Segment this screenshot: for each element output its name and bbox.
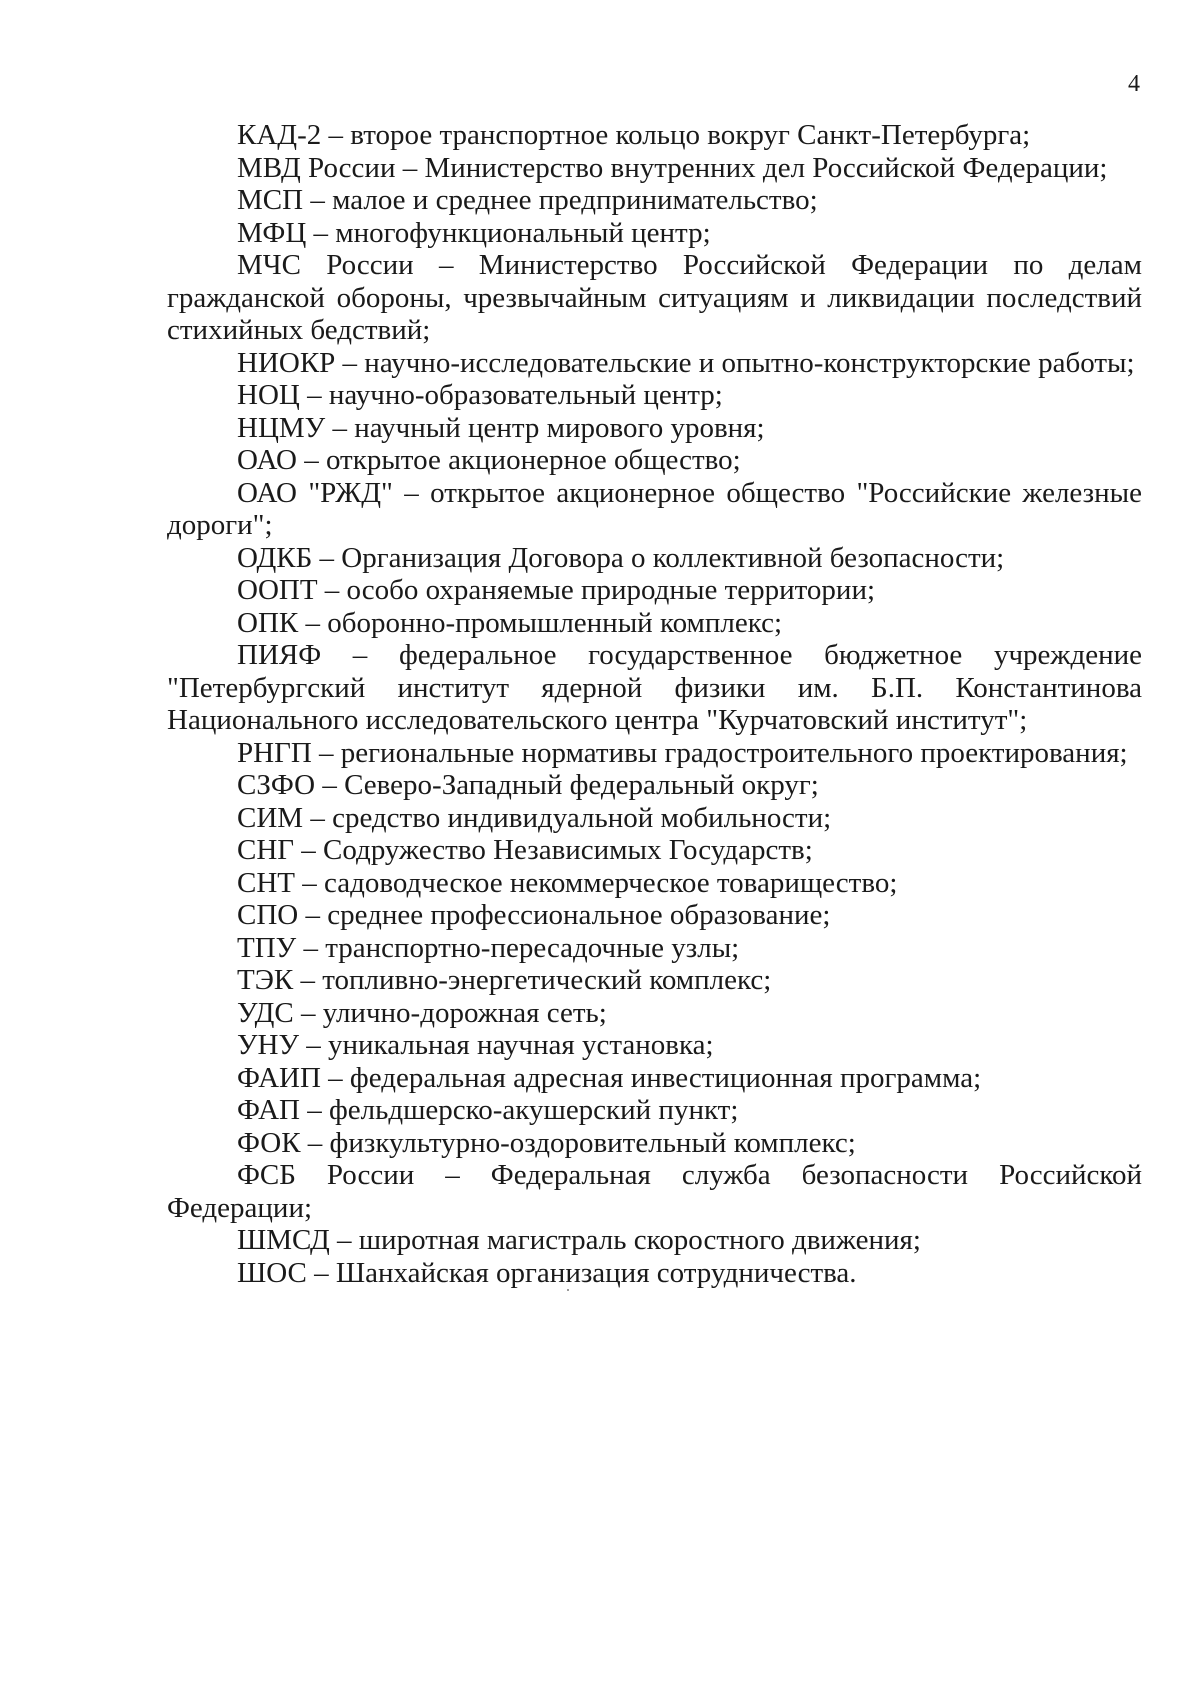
abbreviation-entry: НОЦ – научно-образовательный центр; [237,379,723,411]
abbreviation-entry: ОАО – открытое акционерное общество; [237,444,741,476]
abbreviation-entry: ШОС – Шанхайская организация сотрудничества. [237,1256,857,1289]
abbreviation-entry: ОАО "РЖД" – открытое акционерное общество "Российские железные дороги"; [167,476,1142,541]
abbreviation-entry: ТПУ – транспортно-пересадочные узлы; [237,931,740,964]
abbreviation-entry: СИМ – средство индивидуальной мобильности; [237,801,832,834]
abbreviation-entry: СПО – среднее профессиональное образование; [237,899,831,931]
abbreviation-entry: СНГ – Содружество Независимых Государств; [237,834,813,866]
abbreviation-entry: МФЦ – многофункциональный центр; [237,216,711,249]
abbreviation-entry: НЦМУ – научный центр мирового уровня; [237,411,765,444]
abbreviation-entry: ШМСД – широтная магистраль скоростного движения; [237,1224,921,1256]
abbreviation-entry: СНТ – садоводческое некоммерческое товарищество; [237,866,898,899]
abbreviation-entry: МСП – малое и среднее предпринимательство; [237,184,818,216]
page-number: 4 [1128,71,1140,97]
abbreviation-entry: ФАИП – федеральная адресная инвестиционная программа; [237,1061,982,1094]
abbreviation-entry: УДС – улично-дорожная сеть; [237,996,607,1029]
abbreviation-entry: ФАП – фельдшерско-акушерский пункт; [237,1094,739,1126]
abbreviation-entry: КАД-2 – второе транспортное кольцо вокруг Санкт-Петербурга; [237,119,1031,151]
abbreviation-entry: ФОК – физкультурно-оздоровительный комплекс; [237,1126,856,1159]
abbreviation-entry: УНУ – уникальная научная установка; [237,1029,714,1061]
abbreviation-entry: ООПТ – особо охраняемые природные территории; [237,574,876,606]
abbreviation-entry: ОДКБ – Организация Договора о коллективной безопасности; [237,541,1005,574]
scan-speck [567,1289,569,1291]
abbreviation-entry: НИОКР – научно-исследовательские и опытно-конструкторские работы; [237,346,1135,379]
abbreviations-list [167,119,1142,1289]
abbreviation-entry: ТЭК – топливно-энергетический комплекс; [237,964,772,996]
abbreviation-entry: ФСБ России – Федеральная служба безопасности Российской Федерации; [167,1159,1142,1224]
abbreviation-entry: ОПК – оборонно-промышленный комплекс; [237,606,783,639]
abbreviation-entry: МВД России – Министерство внутренних дел Российской Федерации; [237,151,1108,184]
abbreviation-entry: ПИЯФ – федеральное государственное бюджетное учреждение "Петербургский институт ядерной физики им. Б.П. Константинова Национального исследовательского центра "Курчатовский институт"; [167,639,1142,736]
abbreviation-entry: СЗФО – Северо-Западный федеральный округ; [237,769,819,801]
abbreviation-entry: МЧС России – Министерство Российской Федерации по делам гражданской обороны, чрезвычайным ситуациям и ликвидации последствий стихийных бедствий; [167,249,1142,346]
abbreviation-entry: РНГП – региональные нормативы градостроительного проектирования; [237,736,1128,769]
